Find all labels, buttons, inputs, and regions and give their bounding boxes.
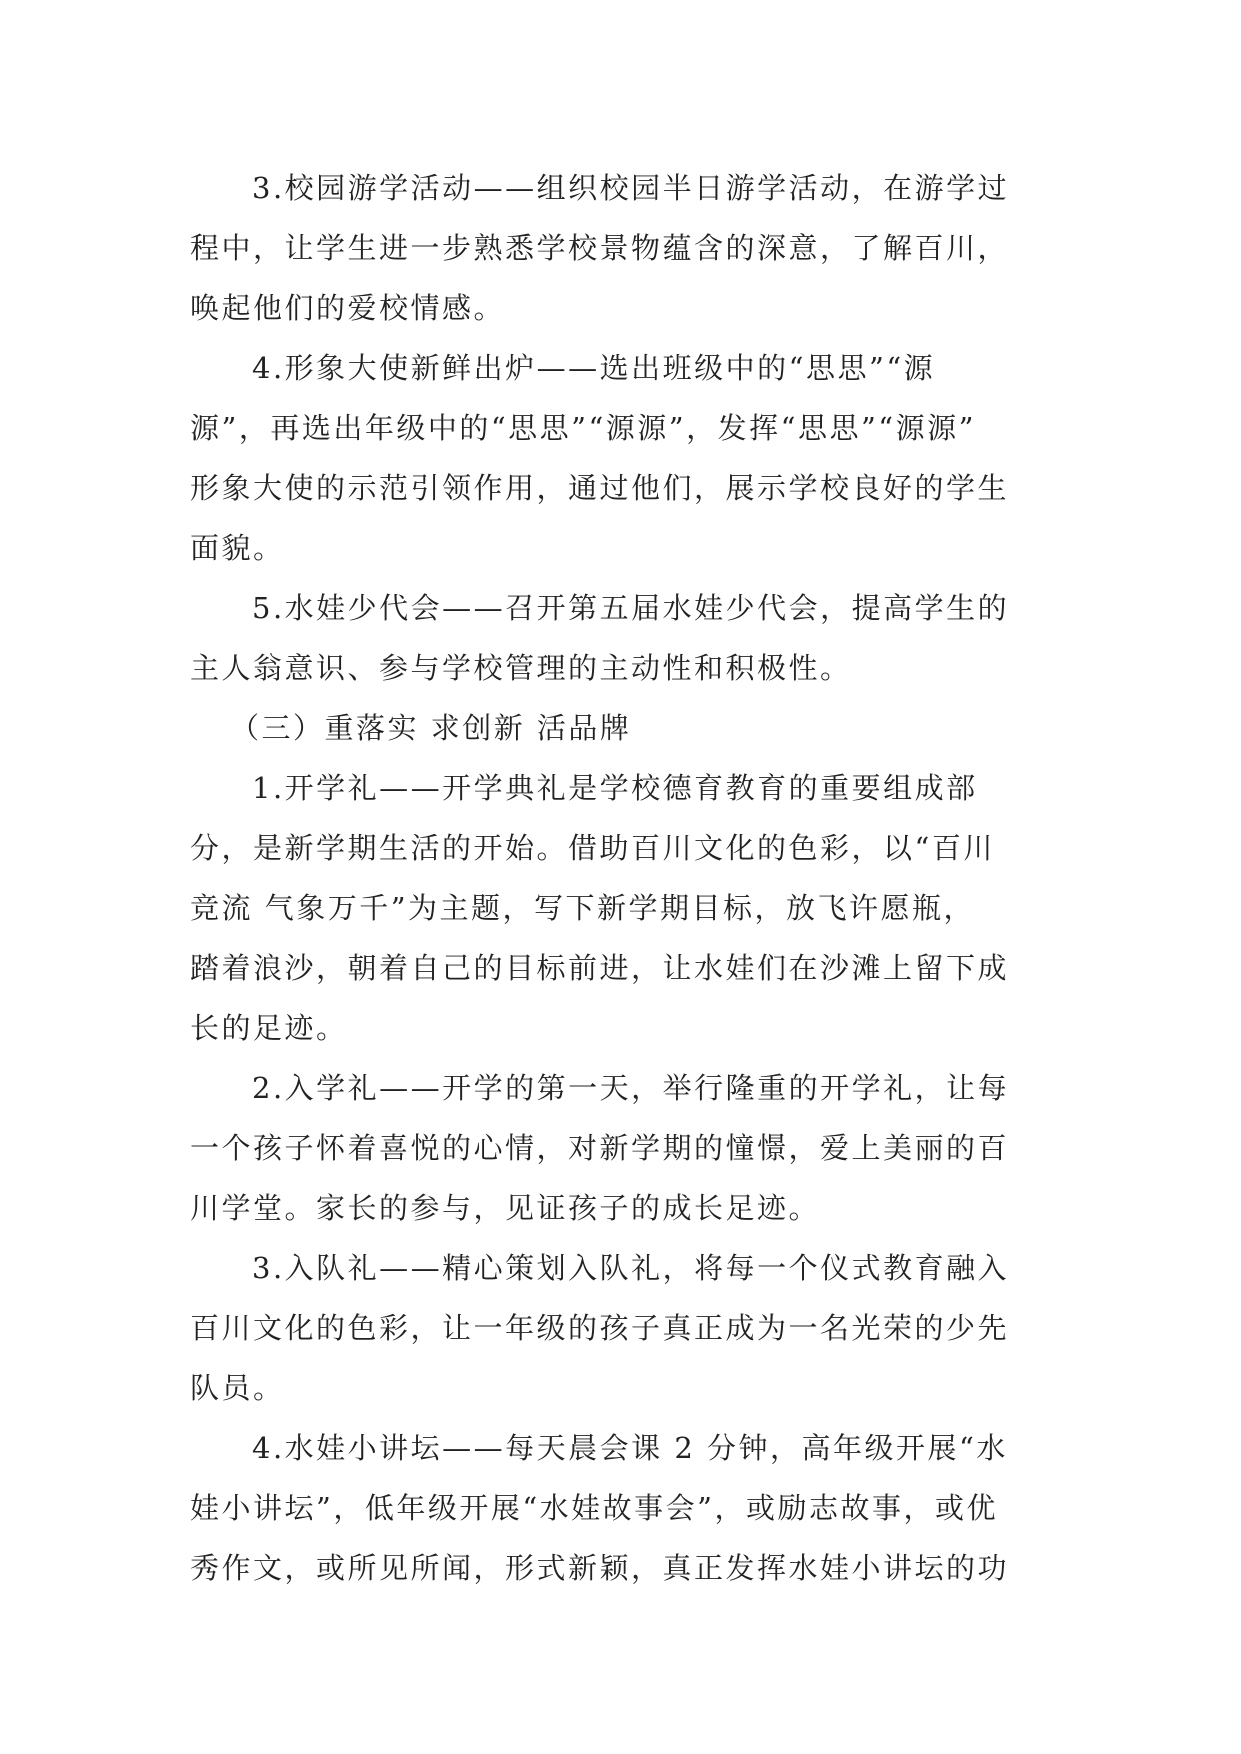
text-line: 踏着浪沙，朝着自己的目标前进，让水娃们在沙滩上留下成: [190, 951, 1010, 985]
paragraph-youth-congress: [190, 578, 1070, 698]
paragraph-enrollment-ceremony: [190, 1058, 1070, 1238]
text-line: 4.水娃小讲坛——每天晨会课 2 分钟，高年级开展“水: [252, 1431, 1008, 1465]
text-line: 4.形象大使新鲜出炉——选出班级中的“思思”“源: [252, 351, 936, 385]
text-line: 3.校园游学活动——组织校园半日游学活动，在游学过: [252, 171, 1010, 205]
text-line: 一个孩子怀着喜悦的心情，对新学期的憧憬，爱上美丽的百: [190, 1131, 1010, 1165]
text-line: 川学堂。家长的参与，见证孩子的成长足迹。: [190, 1191, 821, 1225]
text-line: 主人翁意识、参与学校管理的主动性和积极性。: [190, 651, 852, 685]
text-line: 竞流 气象万千”为主题，写下新学期目标，放飞许愿瓶，: [190, 891, 976, 925]
text-line: 百川文化的色彩，让一年级的孩子真正成为一名光荣的少先: [190, 1311, 1010, 1345]
text-line: 分，是新学期生活的开始。借助百川文化的色彩，以“百川: [190, 831, 995, 865]
text-line: 程中，让学生进一步熟悉学校景物蕴含的深意，了解百川，: [190, 231, 1010, 265]
text-line: 娃小讲坛”，低年级开展“水娃故事会”，或励志故事，或优: [190, 1491, 998, 1525]
text-line: 2.入学礼——开学的第一天，举行隆重的开学礼，让每: [252, 1071, 1010, 1105]
document-body: [190, 158, 1070, 1598]
text-line: 5.水娃少代会——召开第五届水娃少代会，提高学生的: [252, 591, 1010, 625]
section-heading-text: （三）重落实 求创新 活品牌: [230, 711, 632, 745]
text-line: 3.入队礼——精心策划入队礼，将每一个仪式教育融入: [252, 1251, 1010, 1285]
text-line: 长的足迹。: [190, 1011, 348, 1045]
paragraph-campus-tour: [190, 158, 1070, 338]
paragraph-pioneer-ceremony: [190, 1238, 1070, 1418]
section-heading: [190, 698, 1070, 758]
text-line: 源”，再选出年级中的“思思”“源源”，发挥“思思”“源源”: [190, 411, 976, 445]
text-line: 队员。: [190, 1371, 285, 1405]
text-line: 形象大使的示范引领作用，通过他们，展示学校良好的学生: [190, 471, 1010, 505]
text-line: 1.开学礼——开学典礼是学校德育教育的重要组成部: [252, 771, 978, 805]
paragraph-opening-ceremony: [190, 758, 1070, 1058]
paragraph-image-ambassador: [190, 338, 1070, 578]
paragraph-lecture-forum: [190, 1418, 1070, 1598]
text-line: 唤起他们的爱校情感。: [190, 291, 506, 325]
text-line: 秀作文，或所见所闻，形式新颖，真正发挥水娃小讲坛的功: [190, 1551, 1010, 1585]
text-line: 面貌。: [190, 531, 285, 565]
